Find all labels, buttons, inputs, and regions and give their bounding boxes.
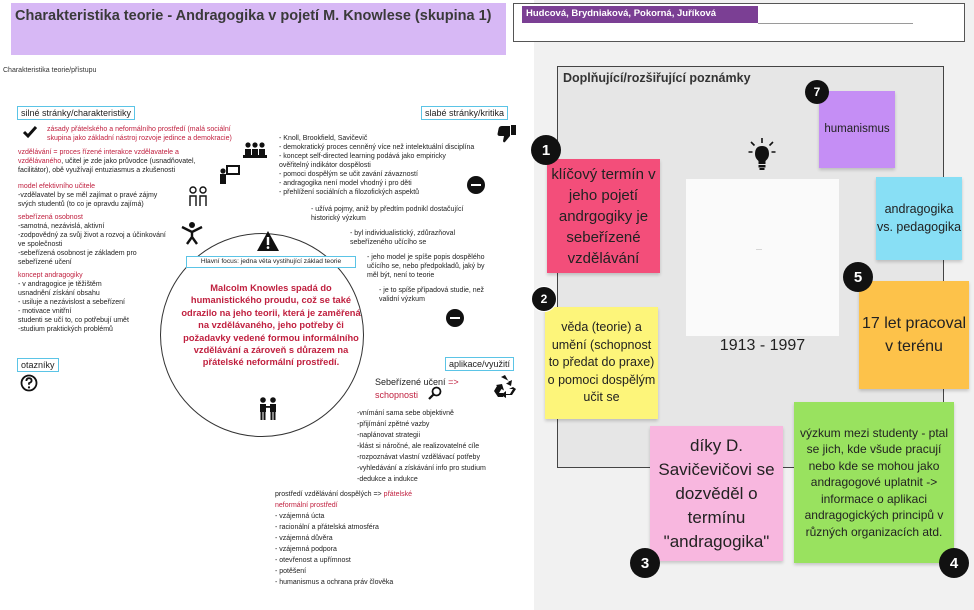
weakness-1-3: ověřitelný indikátor dospělosti <box>279 162 371 169</box>
badge-4: 4 <box>939 548 969 578</box>
weakness-5-0: - je to spíše případová studie, než <box>379 287 485 294</box>
authors-line <box>758 23 913 24</box>
sticky-note-4[interactable] <box>794 402 954 563</box>
strengths-line-8: sebeřízená osobnost <box>18 214 83 221</box>
question-circle-icon <box>20 374 38 392</box>
weakness-4-0: - jeho model je spíše popis dospělého <box>367 254 485 261</box>
environment-item-5: - potěšení <box>275 568 307 575</box>
weakness-4-1: učícího se, nebo předpokladů, jaký by <box>367 263 485 270</box>
strengths-line-1: skupina jako základní nástroj rozvoje jedince a demokracie) <box>47 135 232 142</box>
badge-2: 2 <box>531 286 557 312</box>
application-item-0: -vnímání sama sebe objektivně <box>357 410 454 417</box>
strengths-line-16: usnadnění získání obsahu <box>18 290 100 297</box>
group-people-icon <box>242 141 268 159</box>
strengths-line-6: -vzdělavatel by se měl zajímat o pravé zájmy <box>18 192 158 199</box>
weakness-1-6: - přehlížení sociálních a filozofických aspektů <box>279 189 420 196</box>
strengths-line-9: -samotná, nezávislá, aktivní <box>18 223 105 230</box>
weakness-1-0: - Knoll, Brookfield, Savičevič <box>279 135 368 142</box>
strengths-line-7: svých studentů (to co je opravdu zajímá) <box>18 201 144 208</box>
environment-heading-2: neformální prostředí <box>275 502 338 509</box>
badge-1: 1 <box>531 135 561 165</box>
strengths-line-17: - usiluje a nezávislost a sebeřízení <box>18 299 125 306</box>
sticky-note-7[interactable] <box>819 91 895 168</box>
authors-text: Hudcová, Brydniaková, Pokorná, Juříková <box>526 8 717 19</box>
sticky-note-2-text: věda (teorie) a umění (schopnost to předat do praxe) o pomoci dospělým učit se <box>547 320 656 405</box>
person-stretch-icon <box>180 221 204 245</box>
strengths-line-14: koncept andragogiky <box>18 272 83 279</box>
environment-item-0: - vzájemná úcta <box>275 513 325 520</box>
magnifier-icon <box>428 386 442 400</box>
badge-7: 7 <box>805 80 829 104</box>
weakness-2-1: historický výzkum <box>311 215 366 222</box>
application-item-5: -vyhledávání a získávání info pro studium <box>357 465 486 472</box>
weaknesses-label: slabé stránky/kritika <box>421 106 508 120</box>
weakness-1-2: - koncept self-directed learning podává jako empiricky <box>279 153 446 160</box>
sticky-note-3[interactable] <box>650 426 783 561</box>
application-label: aplikace/využití <box>445 357 514 371</box>
environment-heading: prostředí vzdělávání dospělých => přátelské <box>275 491 412 498</box>
environment-item-6: - humanismus a ochrana práv člověka <box>275 579 394 586</box>
strengths-line-3: vzdělávaného, učitel je zde jako průvodce (usnadňovatel, <box>18 158 196 165</box>
environment-item-4: - otevřenost a upřímnost <box>275 557 351 564</box>
notes-title: Doplňující/rozšiřující poznámky <box>563 71 751 85</box>
strengths-line-18: - motivace vnitřní <box>18 308 72 315</box>
sticky-note-5[interactable] <box>859 281 969 389</box>
strengths-line-20: -studium praktických problémů <box>18 326 113 333</box>
weakness-1-5: - andragogika není model vhodný i pro děti <box>279 180 412 187</box>
application-item-1: -přijímání zpětné vazby <box>357 421 430 428</box>
authors-box[interactable] <box>513 3 965 42</box>
weakness-5-1: validní výzkum <box>379 296 425 303</box>
weakness-3-0: - byl individualistický, zdůrazňoval <box>350 230 456 237</box>
application-item-4: -rozpoznávat vlastní vzdělávací potřeby <box>357 454 480 461</box>
badge-5: 5 <box>843 262 873 292</box>
strengths-line-10: -zodpovědný za svůj život a rozvoj a účinkování <box>18 232 166 239</box>
teacher-board-icon <box>218 163 242 185</box>
strengths-line-2: vzdělávání = proces řízené interakce vzdělavatele a <box>18 149 179 156</box>
strengths-line-19: studenti se učí to, co potřebují umět <box>18 317 129 324</box>
lightbulb-icon <box>748 137 776 171</box>
strengths-label: silné stránky/charakteristiky <box>17 106 135 120</box>
warning-icon <box>256 230 280 252</box>
weakness-1-4: - pomoci dospělým se učit zavání závazností <box>279 171 418 178</box>
application-heading: Sebeřízené učení => <box>375 377 459 387</box>
weakness-3-1: sebeřízeného učícího se <box>350 239 427 246</box>
strengths-line-5: model efektivního učitele <box>18 183 96 190</box>
questions-label: otazníky <box>17 358 59 372</box>
lifespan-years: 1913 - 1997 <box>719 337 806 354</box>
sticky-note-1[interactable] <box>547 159 660 273</box>
thumbs-down-icon <box>496 124 518 144</box>
weakness-1-1: - demokratický proces cenněný více než intelektuální disciplína <box>279 144 475 151</box>
title-sticky[interactable] <box>11 3 506 55</box>
badge-3: 3 <box>630 548 660 578</box>
sticky-note-6[interactable] <box>876 177 962 260</box>
recycle-icon <box>492 374 518 398</box>
people-pair-icon <box>257 396 279 420</box>
sticky-note-7-text: humanismus <box>824 123 890 135</box>
strengths-line-15: - v andragogice je těžištěm <box>18 281 102 288</box>
checkmark-icon <box>22 124 38 140</box>
portrait-photo[interactable] <box>686 179 839 336</box>
minus-circle-icon-2 <box>445 308 465 328</box>
minus-circle-icon-1 <box>466 175 486 195</box>
environment-item-3: - vzájemná podpora <box>275 546 337 553</box>
application-heading-2: schopnosti <box>375 390 419 400</box>
application-item-2: -naplánovat strategii <box>357 432 421 439</box>
sticky-note-6-text: andragogika vs. pedagogika <box>876 202 962 234</box>
page-title: Charakteristika teorie - Andragogika v pojetí M. Knowlese (skupina 1) <box>15 8 492 24</box>
application-item-3: -klást si náročné, ale realizovatelné cíle <box>357 443 480 450</box>
sticky-note-4-text: výzkum mezi studenty - ptal se jich, kde všude pracují nebo kde se mohou jako andragogové uplatnit -> informace o aplikaci andragogických principů v různých organizacích atd. <box>799 425 949 539</box>
strengths-line-0: zásady přátelského a neformálního prostředí (malá sociální <box>47 126 231 133</box>
authors-bar <box>522 6 758 23</box>
sticky-note-1-text: klíčový termín v jeho pojetí andrgogiky je sebeřízené vzdělávání <box>551 165 656 267</box>
sticky-note-2[interactable] <box>545 307 658 419</box>
weakness-4-2: měl být, není to teorie <box>367 272 435 279</box>
strengths-line-13: sebeřízené učení <box>18 259 72 266</box>
sticky-note-3-text: díky D. Savičevičovi se dozvěděl o termínu "andragogika" <box>658 435 775 551</box>
environment-item-2: - vzájemná důvěra <box>275 535 333 542</box>
two-people-icon <box>187 186 209 208</box>
environment-item-1: - racionální a přátelská atmosféra <box>275 524 379 531</box>
strengths-line-12: -sebeřízená osobnost je základem pro <box>18 250 137 257</box>
photo-caption: — <box>756 247 762 253</box>
application-item-6: -dedukce a indukce <box>357 476 418 483</box>
focus-label: Hlavní focus: jedna věta vystihující základ teorie <box>186 256 356 268</box>
weakness-2-0: - užívá pojmy, aniž by předtím podnikl dostačující <box>311 206 464 213</box>
strengths-line-11: ve společnosti <box>18 241 63 248</box>
sticky-note-5-text: 17 let pracoval v terénu <box>861 315 967 355</box>
frame-label: Charakteristika teorie/přístupu <box>3 67 97 74</box>
strengths-line-4: facilitátor), obě využívají entuziasmus a zkušenosti <box>18 167 176 174</box>
focus-text: Malcolm Knowles spadá do humanistického proudu, což se také odrazilo na jeho teorii, která je zaměřená na vzdělávaného, jeho potřeby či požadavky vedené formou informálního vzdělávání a zároveň s důrazem na přátelské neformální prostředí. <box>181 283 361 368</box>
